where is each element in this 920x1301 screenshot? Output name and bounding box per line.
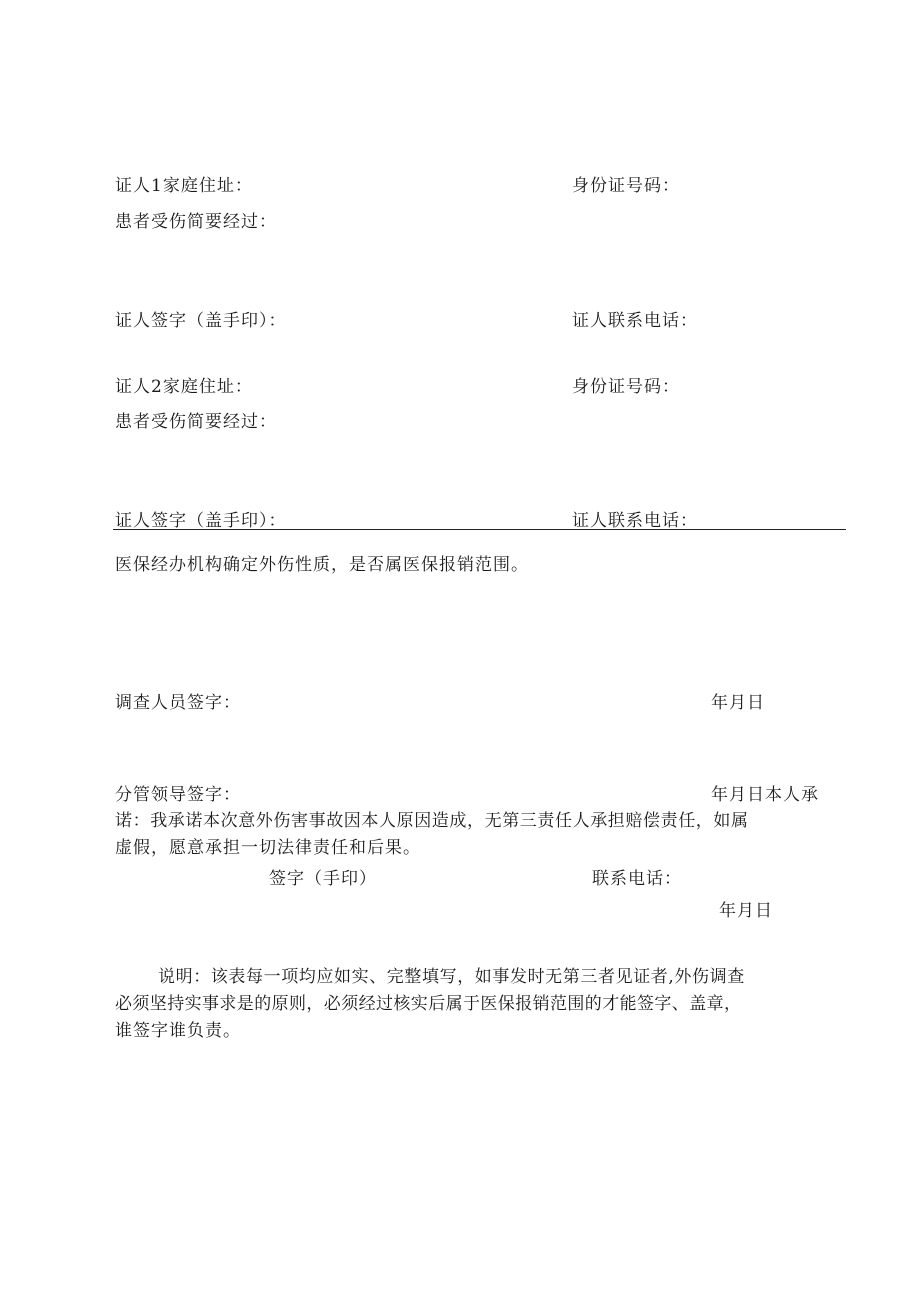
section-divider [113, 529, 846, 530]
witness1-account-label: 患者受伤简要经过： [115, 212, 277, 232]
witness2-address-label: 证人2家庭住址： [115, 377, 253, 397]
witness2-account-label: 患者受伤简要经过： [115, 412, 277, 432]
investigator-signature-label: 调查人员签字： [115, 693, 241, 713]
leader-signature-label: 分管领导签字： [115, 785, 241, 805]
pledge-line-2: 虚假，愿意承担一切法律责任和后果。 [115, 838, 421, 858]
witness1-id-label: 身份证号码： [572, 176, 680, 196]
witness1-signature-label: 证人签字（盖手印）： [115, 311, 287, 331]
investigator-date: 年月日 [711, 693, 765, 713]
witness2-id-label: 身份证号码： [572, 377, 680, 397]
note-line-3: 谁签字谁负责。 [115, 1021, 241, 1041]
witness2-signature-label: 证人签字（盖手印）： [115, 511, 287, 531]
note-line-2: 必须坚持实事求是的原则，必须经过核实后属于医保报销范围的才能签字、盖章， [115, 994, 742, 1014]
pledge-signature-label: 签字（手印） [269, 869, 377, 889]
pledge-phone-label: 联系电话： [592, 869, 682, 889]
insurance-statement: 医保经办机构确定外伤性质，是否属医保报销范围。 [115, 555, 529, 575]
witness2-phone-label: 证人联系电话： [572, 511, 698, 531]
note-line-1: 说明：该表每一项均应如实、完整填写，如事发时无第三者见证者,外伤调查 [158, 967, 745, 987]
witness1-phone-label: 证人联系电话： [572, 311, 698, 331]
leader-date-pledge-start: 年月日本人承 [711, 785, 819, 805]
pledge-line-1: 诺：我承诺本次意外伤害事故因本人原因造成，无第三责任人承担赔偿责任，如属 [115, 811, 749, 831]
witness1-address-label: 证人1家庭住址： [115, 176, 253, 196]
pledge-date: 年月日 [719, 901, 773, 921]
